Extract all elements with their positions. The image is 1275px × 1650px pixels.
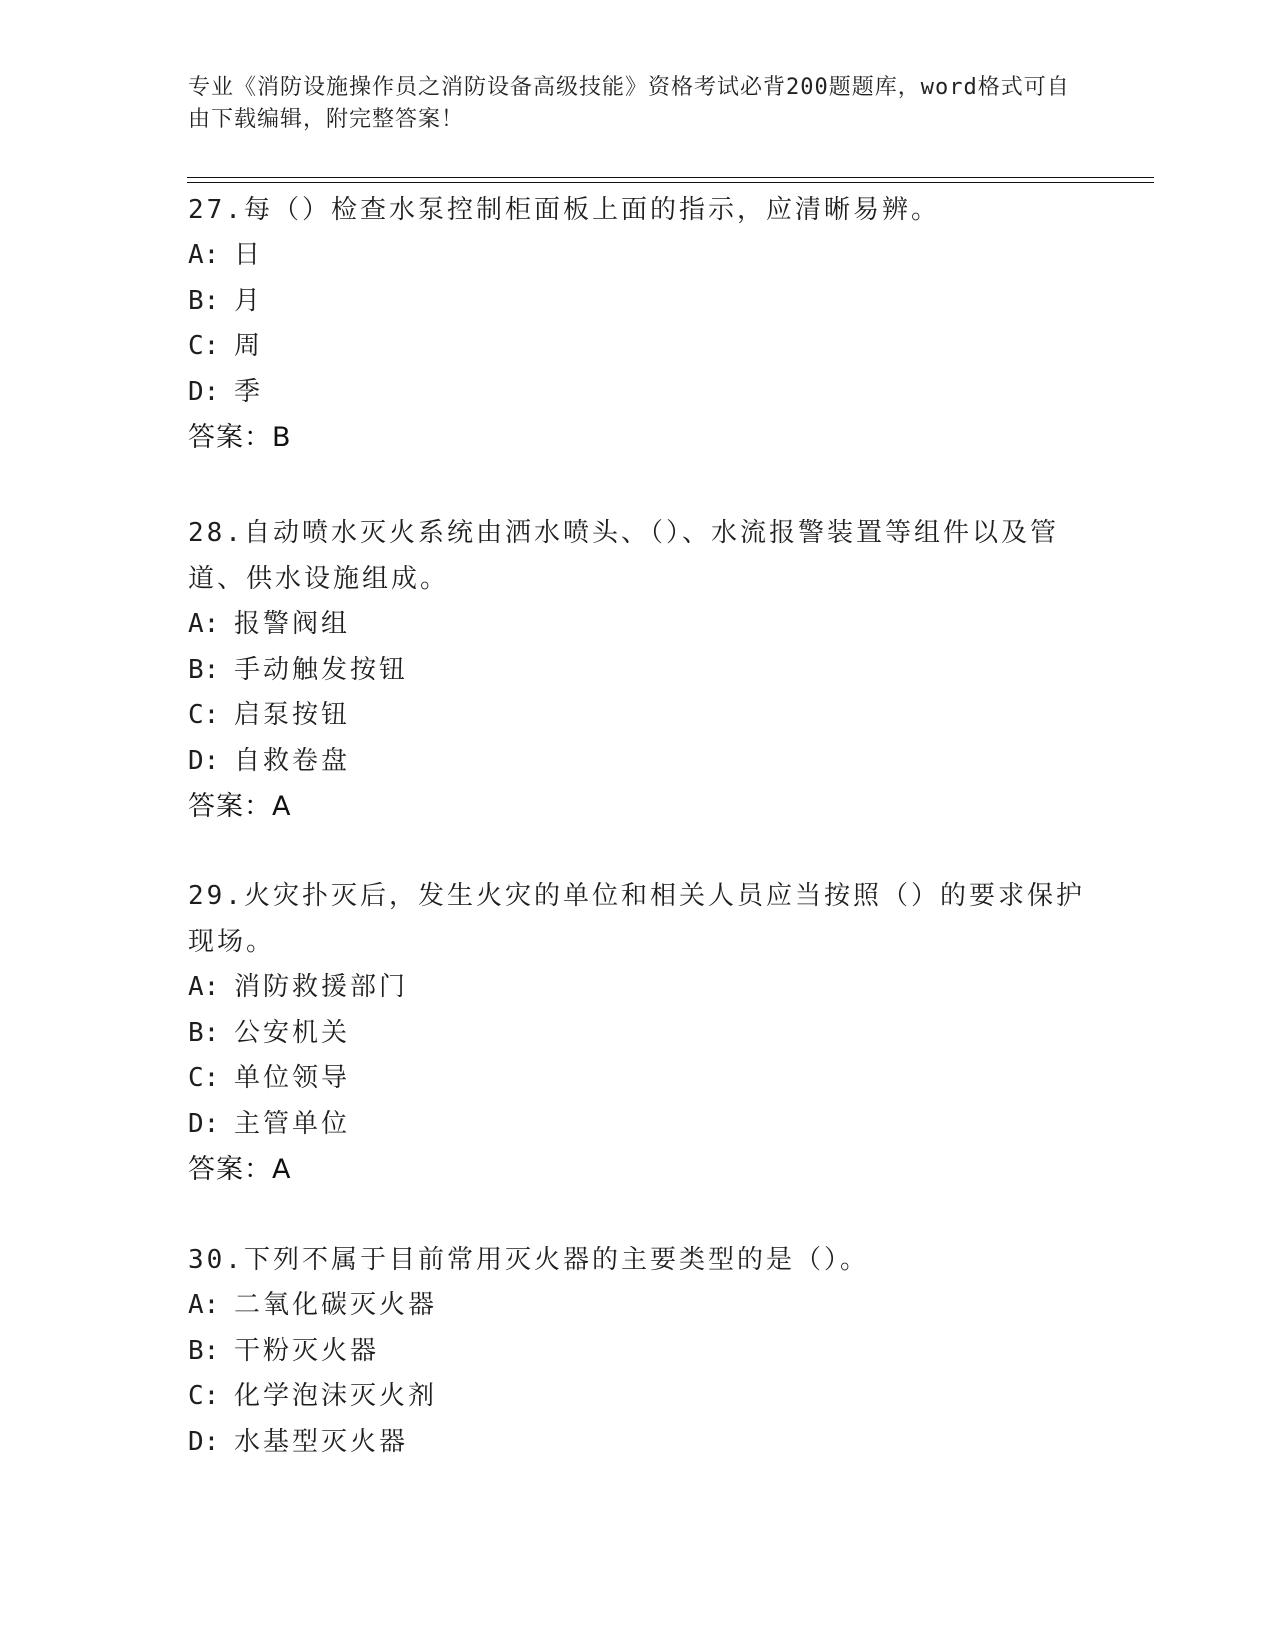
option-b [188,648,1088,694]
option-a [188,1283,1088,1329]
option-b [188,279,1088,325]
option-text: 自救卷盘 [234,745,351,776]
option-text: 干粉灭火器 [234,1335,380,1366]
option-text: 周 [234,331,264,361]
question-29 [188,873,1088,1193]
option-letter: C: [188,1063,220,1093]
option-text: 单位领导 [234,1063,351,1093]
option-text: 二氧化碳灭火器 [234,1290,438,1320]
option-a [188,233,1088,279]
option-a [188,602,1088,648]
answer-line: 答案：A [188,1154,292,1185]
option-text: 报警阀组 [234,609,351,639]
option-text: 消防救援部门 [234,972,409,1002]
question-stem: 29.火灾扑灭后，发生火灾的单位和相关人员应当按照（）的要求保护现场。 [188,881,1085,957]
option-c [188,693,1088,739]
option-letter: D: [188,745,220,776]
option-b [188,1011,1088,1057]
option-d [188,1102,1088,1148]
option-letter: C: [188,331,220,361]
option-b [188,1329,1088,1375]
option-d [188,370,1088,416]
option-text: 启泵按钮 [234,700,351,730]
option-letter: B: [188,285,220,316]
option-letter: D: [188,1108,220,1139]
option-text: 手动触发按钮 [234,654,409,685]
option-text: 水基型灭火器 [234,1426,409,1457]
option-letter: C: [188,1381,220,1411]
question-30 [188,1237,1088,1465]
option-c [188,324,1088,370]
option-text: 季 [234,376,264,407]
header-divider-top [187,177,1154,178]
option-letter: C: [188,700,220,730]
option-letter: D: [188,1426,220,1457]
question-27 [188,187,1088,461]
answer-line: 答案：B [188,422,292,453]
option-a [188,965,1088,1011]
header-divider-bottom [187,182,1154,183]
option-d [188,1420,1088,1466]
option-letter: A: [188,240,220,270]
question-stem: 28.自动喷水灭火系统由洒水喷头、（）、水流报警装置等组件以及管道、供水设施组成。 [188,518,1059,594]
option-letter: B: [188,1335,220,1366]
document-intro: 专业《消防设施操作员之消防设备高级技能》资格考试必背200题题库，word格式可自由下载编辑，附完整答案！ [188,75,1070,132]
option-d [188,739,1088,785]
option-text: 日 [234,240,264,270]
option-letter: A: [188,609,220,639]
option-text: 公安机关 [234,1017,351,1048]
option-letter: B: [188,654,220,685]
option-text: 化学泡沫灭火剂 [234,1381,438,1411]
option-letter: A: [188,972,220,1002]
option-letter: D: [188,376,220,407]
option-c [188,1374,1088,1420]
option-letter: A: [188,1290,220,1320]
question-stem: 30.下列不属于目前常用灭火器的主要类型的是（）。 [188,1245,869,1275]
answer-line: 答案：A [188,791,292,822]
option-text: 主管单位 [234,1108,351,1139]
option-text: 月 [234,285,264,316]
question-28 [188,510,1088,830]
option-letter: B: [188,1017,220,1048]
question-stem: 27.每（）检查水泵控制柜面板上面的指示，应清晰易辨。 [188,195,940,225]
option-c [188,1056,1088,1102]
